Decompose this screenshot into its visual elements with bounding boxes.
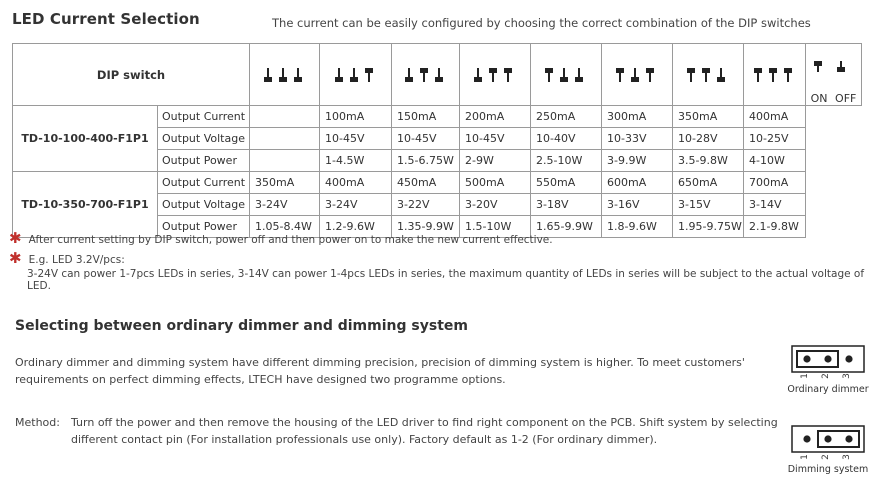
table-cell: 1.35-9.9W xyxy=(392,216,460,238)
table-cell xyxy=(250,128,320,150)
table-cell: 1.5-6.75W xyxy=(392,150,460,172)
dip-pattern-8 xyxy=(744,44,806,106)
row-label: Output Power xyxy=(158,216,250,238)
dip-pattern-1 xyxy=(250,44,320,106)
table-cell: 3-18V xyxy=(531,194,602,216)
pin-3-label: 3 xyxy=(841,373,852,379)
dip-pattern-2 xyxy=(320,44,392,106)
dip-switch-icon xyxy=(752,64,798,86)
pin-2-label: 2 xyxy=(820,454,831,460)
row-label: Output Current xyxy=(158,106,250,128)
table-cell: 1.95-9.75W xyxy=(673,216,744,238)
table-cell: 1.8-9.6W xyxy=(602,216,673,238)
table-cell: 3-24V xyxy=(320,194,392,216)
table-cell: 200mA xyxy=(460,106,531,128)
note-3: 3-24V can power 1-7pcs LEDs in series, 3-14V can power 1-4pcs LEDs in series, the maximum quantity of LEDs in series will be subject to the actual voltage of LED. xyxy=(27,268,865,292)
table-cell: 3.5-9.8W xyxy=(673,150,744,172)
pin-3-label: 3 xyxy=(841,454,852,460)
table-cell: 3-20V xyxy=(460,194,531,216)
table-cell: 400mA xyxy=(744,106,806,128)
method-line-1: Turn off the power and then remove the housing of the LED driver to find right component on the PCB. Shift system by selecting xyxy=(71,416,778,429)
table-cell: 400mA xyxy=(320,172,392,194)
table-cell: 10-25V xyxy=(744,128,806,150)
table-cell: 550mA xyxy=(531,172,602,194)
table-cell: 2-9W xyxy=(460,150,531,172)
dip-switch-icon xyxy=(472,64,518,86)
table-cell: 350mA xyxy=(250,172,320,194)
model-name: TD-10-100-400-F1P1 xyxy=(13,106,158,172)
dip-pattern-3 xyxy=(392,44,460,106)
page-title: LED Current Selection xyxy=(12,10,200,28)
pin-2-label: 2 xyxy=(820,373,831,379)
table-cell: 3-22V xyxy=(392,194,460,216)
table-cell: 350mA xyxy=(673,106,744,128)
table-cell: 10-45V xyxy=(460,128,531,150)
asterisk-icon: ✱ xyxy=(9,249,22,267)
table-row xyxy=(13,106,862,128)
note-2-text: E.g. LED 3.2V/pcs: xyxy=(28,254,125,266)
table-cell: 450mA xyxy=(392,172,460,194)
on-label: ON xyxy=(810,92,828,105)
table-cell xyxy=(250,150,320,172)
method-line-2: different contact pin (For installation professionals use only). Factory default as 1-2 (For ordinary dimmer). xyxy=(71,433,658,446)
note-1-text: After current setting by DIP switch, power off and then power on to make the new current effective. xyxy=(28,234,553,246)
section-title: Selecting between ordinary dimmer and dimming system xyxy=(15,318,468,334)
page-subtitle: The current can be easily configured by choosing the correct combination of the DIP switches xyxy=(272,16,811,30)
table-cell: 3-9.9W xyxy=(602,150,673,172)
pin-1-label: 1 xyxy=(799,454,810,460)
table-cell: 150mA xyxy=(392,106,460,128)
table-cell: 10-45V xyxy=(392,128,460,150)
table-cell: 10-33V xyxy=(602,128,673,150)
table-cell: 3-14V xyxy=(744,194,806,216)
table-cell xyxy=(250,106,320,128)
table-cell: 3-16V xyxy=(602,194,673,216)
table-cell: 650mA xyxy=(673,172,744,194)
table-row xyxy=(13,172,862,194)
off-label: OFF xyxy=(835,92,857,105)
paragraph-line-2: requirements on perfect dimming effects, LTECH have designed two programme options. xyxy=(15,373,506,386)
dip-switch-icon xyxy=(262,64,308,86)
table-cell: 100mA xyxy=(320,106,392,128)
table-cell: 3-24V xyxy=(250,194,320,216)
dip-pattern-5 xyxy=(531,44,602,106)
table-cell: 700mA xyxy=(744,172,806,194)
model-name: TD-10-350-700-F1P1 xyxy=(13,172,158,238)
table-cell: 4-10W xyxy=(744,150,806,172)
on-off-switch-icon xyxy=(813,58,855,76)
dip-switch-icon xyxy=(614,64,660,86)
note-2 xyxy=(9,248,125,267)
dip-header-label: DIP switch xyxy=(13,44,250,106)
dip-switch-table xyxy=(12,43,862,238)
paragraph-line-1: Ordinary dimmer and dimming system have different dimming precision, precision of dimming system is higher. To meet customers' xyxy=(15,356,745,369)
method-label: Method: xyxy=(15,416,60,429)
dimming-system-caption: Dimming system xyxy=(787,464,869,475)
row-label: Output Power xyxy=(158,150,250,172)
dimming-system-diagram xyxy=(787,424,869,475)
method-text xyxy=(71,414,778,448)
dip-pattern-4 xyxy=(460,44,531,106)
table-cell: 1.2-9.6W xyxy=(320,216,392,238)
pin-1-label: 1 xyxy=(799,373,810,379)
row-label: Output Voltage xyxy=(158,194,250,216)
ordinary-dimmer-caption: Ordinary dimmer xyxy=(787,384,869,395)
dip-switch-icon xyxy=(403,64,449,86)
table-cell: 10-45V xyxy=(320,128,392,150)
row-label: Output Current xyxy=(158,172,250,194)
table-cell: 10-28V xyxy=(673,128,744,150)
table-cell: 3-15V xyxy=(673,194,744,216)
dip-pattern-6 xyxy=(602,44,673,106)
dip-switch-icon xyxy=(685,64,731,86)
table-cell: 1.5-10W xyxy=(460,216,531,238)
table-cell: 600mA xyxy=(602,172,673,194)
header-row xyxy=(13,44,862,106)
asterisk-icon: ✱ xyxy=(9,229,22,247)
table-cell: 2.1-9.8W xyxy=(744,216,806,238)
row-label: Output Voltage xyxy=(158,128,250,150)
table-cell: 10-40V xyxy=(531,128,602,150)
table-cell: 500mA xyxy=(460,172,531,194)
table-cell: 250mA xyxy=(531,106,602,128)
on-off-legend xyxy=(806,44,862,106)
table-cell: 1.65-9.9W xyxy=(531,216,602,238)
section-paragraph xyxy=(15,354,745,388)
dip-pattern-7 xyxy=(673,44,744,106)
dip-switch-icon xyxy=(333,64,379,86)
table-cell: 2.5-10W xyxy=(531,150,602,172)
table-cell: 1.05-8.4W xyxy=(250,216,320,238)
ordinary-dimmer-diagram xyxy=(787,344,869,395)
table-cell: 1-4.5W xyxy=(320,150,392,172)
jumper-2-3-icon xyxy=(788,424,868,456)
table-cell: 300mA xyxy=(602,106,673,128)
note-1 xyxy=(9,228,553,247)
dip-switch-icon xyxy=(543,64,589,86)
